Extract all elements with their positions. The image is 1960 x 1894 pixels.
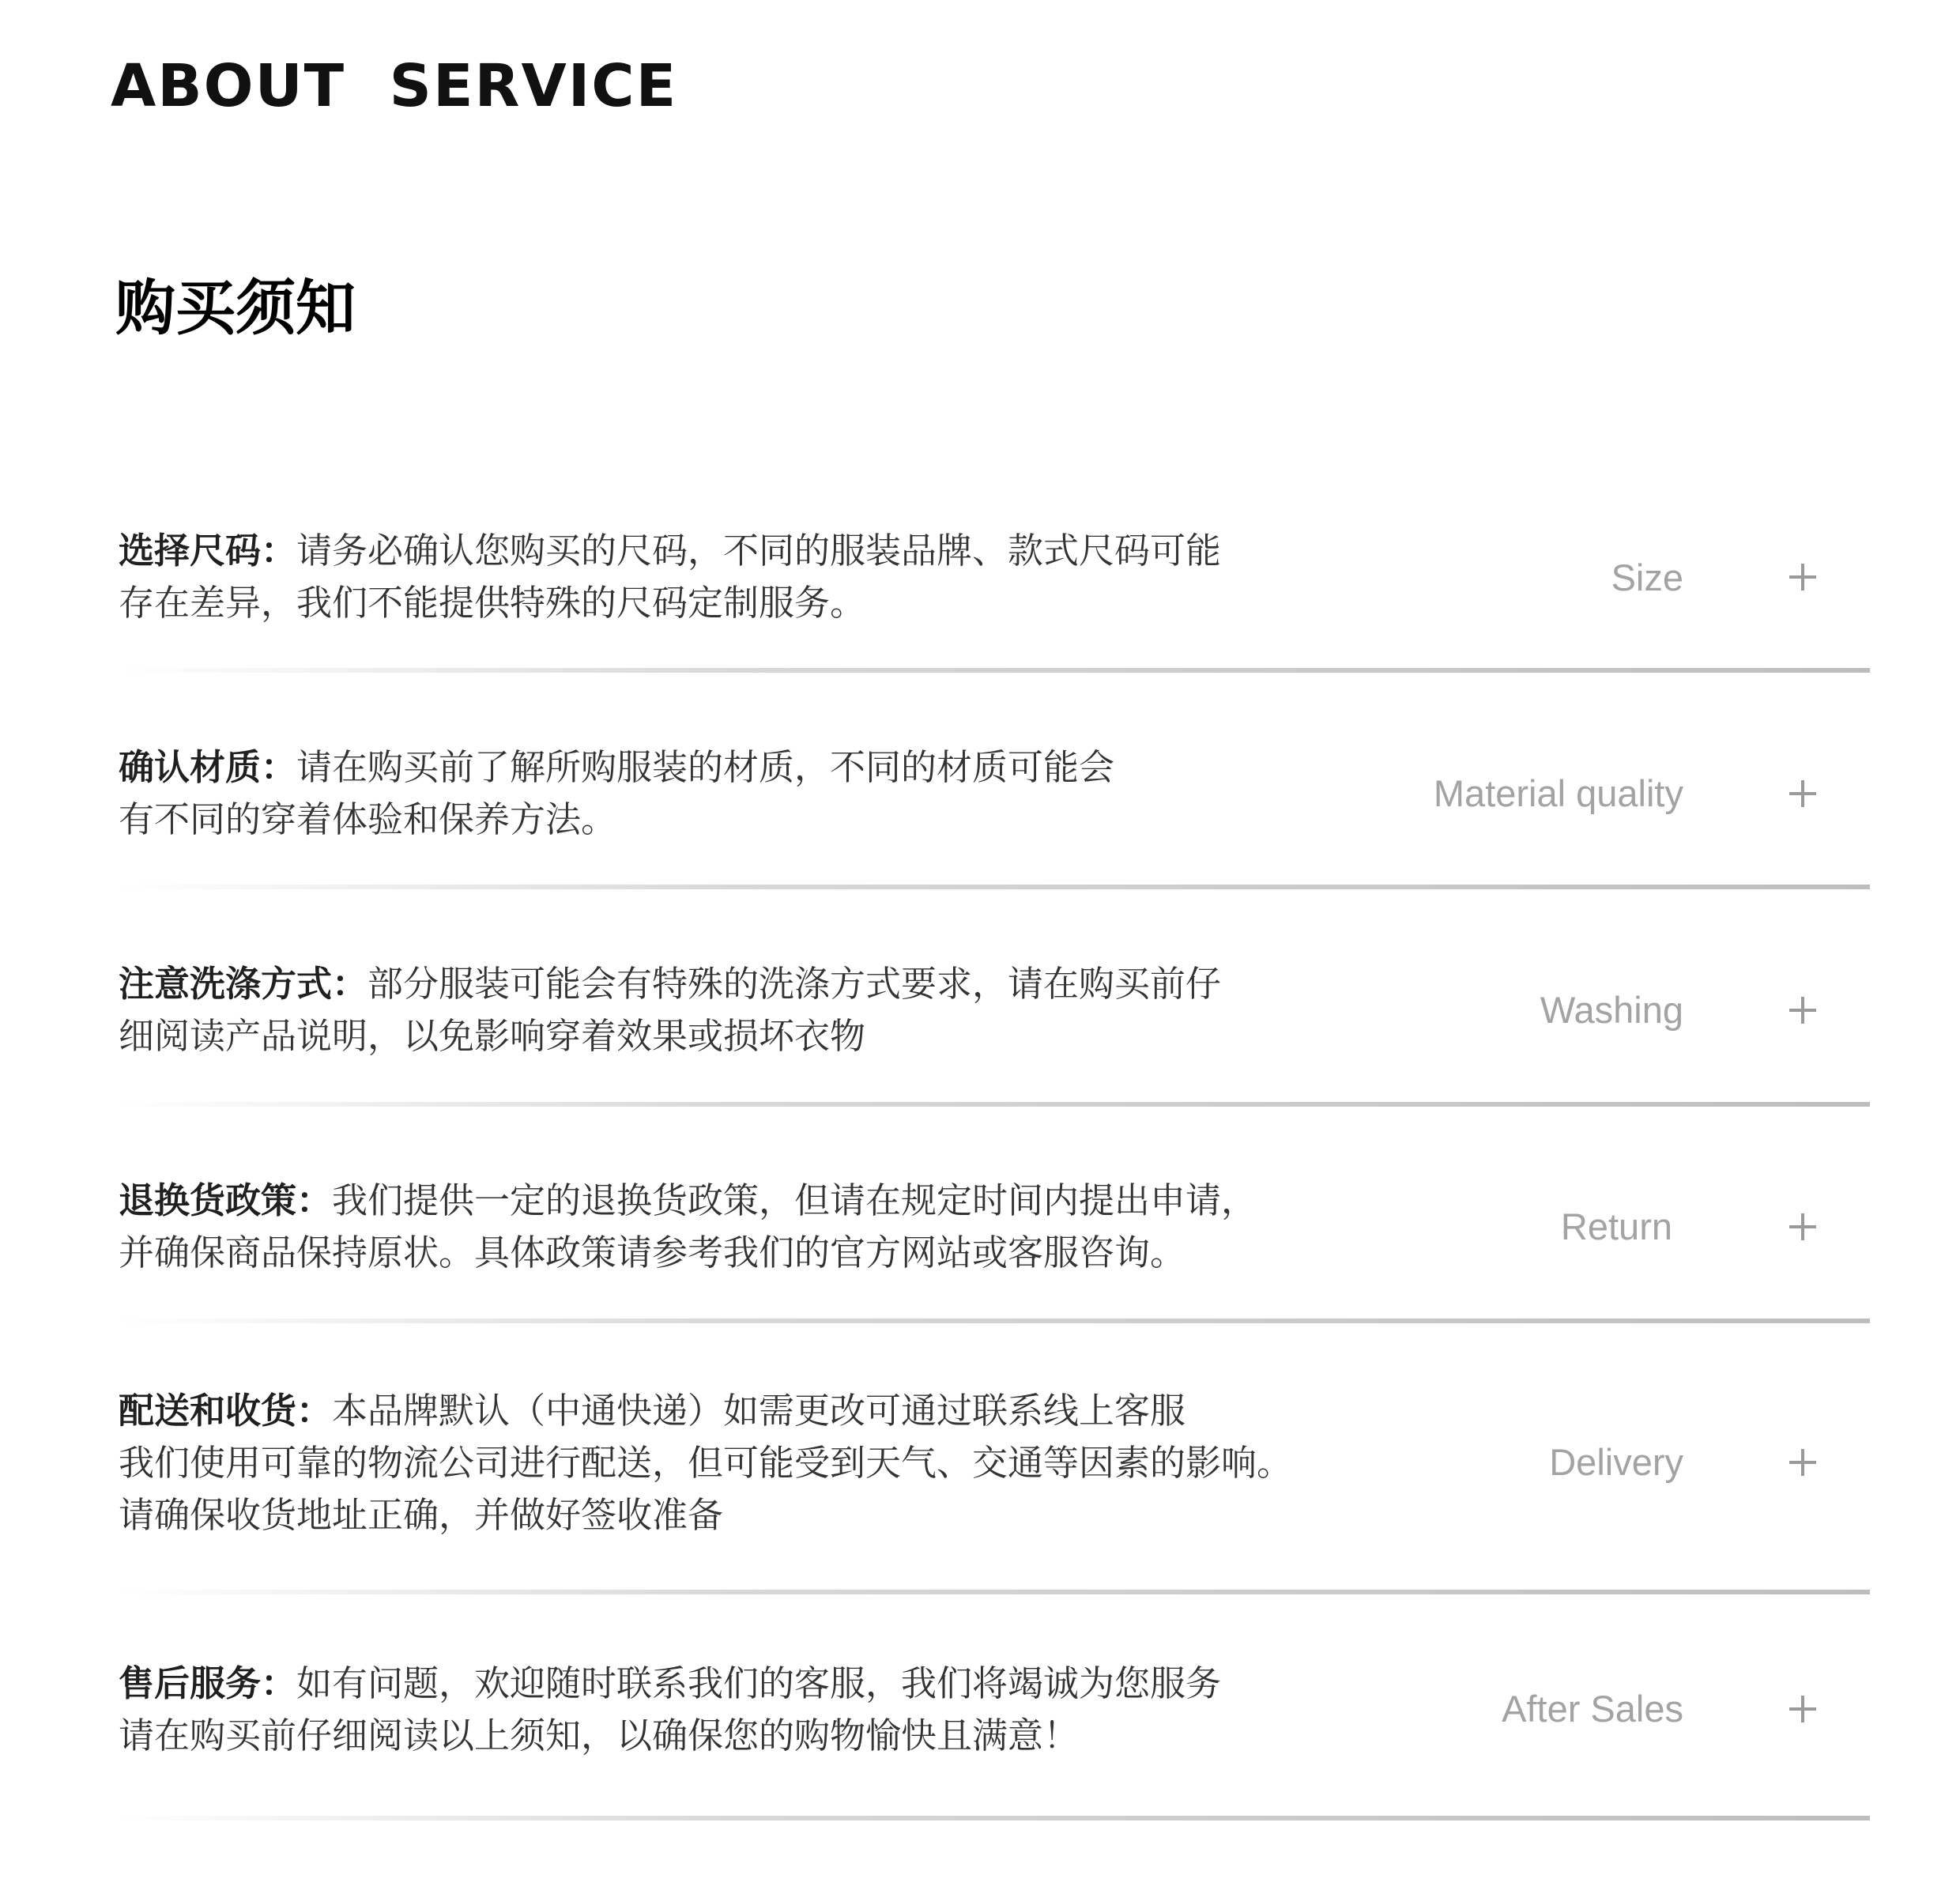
notice-item-en-label: Size xyxy=(1611,557,1683,598)
notice-item-line3: 请确保收货地址正确，并做好签收准备 xyxy=(119,1494,724,1536)
plus-icon[interactable] xyxy=(1789,564,1816,590)
notice-item-line1: 部分服装可能会有特殊的洗涤方式要求，请在购买前仔 xyxy=(368,963,1222,1005)
plus-icon[interactable] xyxy=(1789,1696,1816,1722)
notice-item-text xyxy=(119,1658,1221,1762)
notice-item-en-label: Material quality xyxy=(1433,772,1683,814)
notice-item-line1: 请在购买前了解所购服装的材质，不同的材质可能会 xyxy=(296,746,1115,788)
notice-item-line2: 并确保商品保持原状。具体政策请参考我们的官方网站或客服咨询。 xyxy=(119,1232,1186,1273)
divider xyxy=(119,1816,1870,1820)
divider xyxy=(119,668,1870,673)
notice-item-label: 配送和收货： xyxy=(119,1390,333,1432)
notice-item-en-label: Washing xyxy=(1540,989,1683,1031)
notice-item-text xyxy=(119,525,1221,629)
section-title: 购买须知 xyxy=(115,273,356,343)
notice-item-line2: 存在差异，我们不能提供特殊的尺码定制服务。 xyxy=(119,582,866,624)
notice-item-line1: 请务必确认您购买的尺码，不同的服装品牌、款式尺码可能 xyxy=(296,530,1222,572)
plus-icon[interactable] xyxy=(1789,780,1816,807)
notice-item-label: 退换货政策： xyxy=(119,1179,333,1221)
notice-item-label: 选择尺码： xyxy=(119,530,297,572)
divider xyxy=(119,885,1870,889)
divider xyxy=(119,1319,1870,1323)
notice-item-label: 售后服务： xyxy=(119,1662,297,1704)
notice-item-label: 确认材质： xyxy=(119,746,297,788)
notice-item-text xyxy=(119,1175,1257,1279)
notice-item-line2: 细阅读产品说明，以免影响穿着效果或损坏衣物 xyxy=(119,1015,866,1057)
notice-item-text xyxy=(119,1385,1292,1541)
notice-item-line1: 如有问题，欢迎随时联系我们的客服，我们将竭诚为您服务 xyxy=(296,1662,1222,1704)
notice-item-en-label: Delivery xyxy=(1549,1441,1683,1483)
notice-item-en-label: Return xyxy=(1560,1205,1672,1247)
plus-icon[interactable] xyxy=(1789,997,1816,1024)
notice-item-text xyxy=(119,958,1221,1062)
divider xyxy=(119,1590,1870,1594)
notice-item-line2: 有不同的穿着体验和保养方法。 xyxy=(119,798,617,840)
notice-item-line1: 我们提供一定的退换货政策，但请在规定时间内提出申请， xyxy=(332,1179,1257,1221)
plus-icon[interactable] xyxy=(1789,1213,1816,1240)
notice-item-line2: 我们使用可靠的物流公司进行配送，但可能受到天气、交通等因素的影响。 xyxy=(119,1442,1293,1484)
notice-item-line2: 请在购买前仔细阅读以上须知，以确保您的购物愉快且满意！ xyxy=(119,1715,1080,1756)
notice-item-label: 注意洗涤方式： xyxy=(119,963,368,1005)
notice-item-text xyxy=(119,741,1114,846)
plus-icon[interactable] xyxy=(1789,1449,1816,1476)
divider xyxy=(119,1102,1870,1107)
notice-item-line1: 本品牌默认（中通快递）如需更改可通过联系线上客服 xyxy=(332,1390,1186,1432)
notice-item-en-label: After Sales xyxy=(1502,1688,1683,1730)
page-header-title: ABOUT SERVICE xyxy=(111,52,678,120)
